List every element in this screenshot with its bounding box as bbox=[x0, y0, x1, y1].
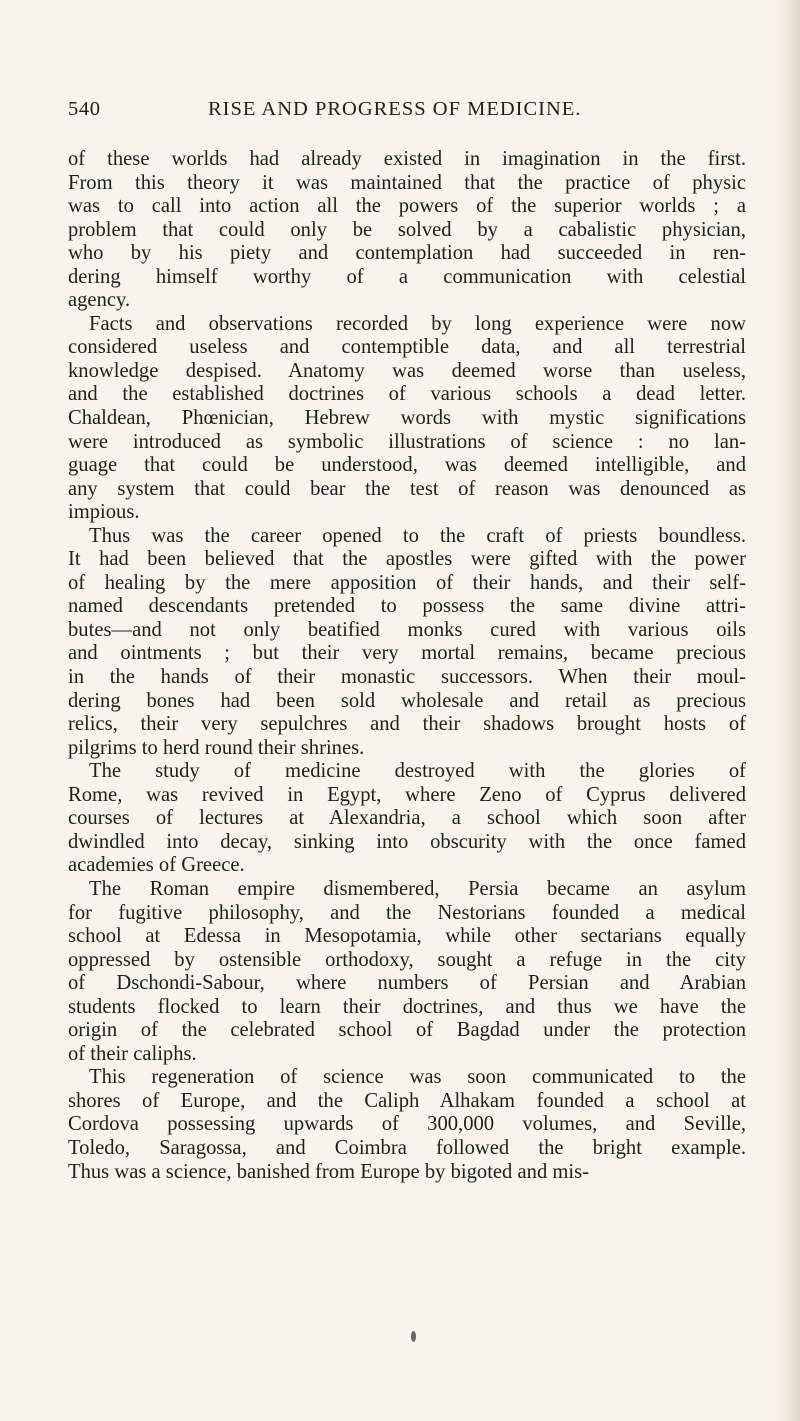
text-line: Thus was a science, banished from Europe by bigoted and mis- bbox=[68, 1160, 589, 1183]
text-line: oppressed by ostensible orthodoxy, sought a refuge in the city bbox=[68, 948, 746, 971]
text-line: was to call into action all the powers of the superior worlds ; a bbox=[68, 195, 746, 218]
text-line: This regeneration of science was soon communicated to the bbox=[89, 1066, 746, 1089]
text-line: dering bones had been sold wholesale and retail as precious bbox=[68, 689, 746, 712]
text-line: of Dschondi-Sabour, where numbers of Persian and Arabian bbox=[68, 972, 746, 995]
text-line: Cordova possessing upwards of 300,000 volumes, and Seville, bbox=[68, 1113, 746, 1136]
paragraph-2 bbox=[68, 313, 746, 525]
text-line: of these worlds had already existed in imagination in the first. bbox=[68, 148, 746, 170]
text-line: who by his piety and contemplation had succeeded in ren- bbox=[68, 242, 746, 265]
running-head: RISE AND PROGRESS OF MEDICINE. bbox=[208, 98, 582, 120]
text-line: agency. bbox=[68, 289, 131, 312]
text-line: students flocked to learn their doctrines, and thus we have the bbox=[68, 995, 746, 1018]
text-line: shores of Europe, and the Caliph Alhakam founded a school at bbox=[68, 1089, 746, 1112]
text-line: named descendants pretended to possess the same divine attri- bbox=[68, 595, 746, 618]
page-gutter-shadow bbox=[774, 0, 800, 1421]
text-line: knowledge despised. Anatomy was deemed worse than useless, bbox=[68, 359, 746, 382]
paragraph-1 bbox=[68, 148, 746, 313]
text-line: of their caliphs. bbox=[68, 1042, 197, 1065]
ink-mark bbox=[411, 1331, 416, 1342]
text-line: of healing by the mere apposition of their hands, and their self- bbox=[68, 571, 746, 594]
text-line: impious. bbox=[68, 501, 140, 524]
text-line: dwindled into decay, sinking into obscurity with the once famed bbox=[68, 830, 746, 853]
text-line: guage that could be understood, was deemed intelligible, and bbox=[68, 454, 746, 477]
text-line: The study of medicine destroyed with the glories of bbox=[89, 760, 746, 783]
text-line: Toledo, Saragossa, and Coimbra followed the bright example. bbox=[68, 1136, 746, 1159]
text-line: courses of lectures at Alexandria, a school which soon after bbox=[68, 807, 746, 830]
text-line: academies of Greece. bbox=[68, 854, 245, 877]
text-line: pilgrims to herd round their shrines. bbox=[68, 736, 365, 759]
text-line: and the established doctrines of various schools a dead letter. bbox=[68, 383, 746, 406]
text-line: considered useless and contemptible data, and all terrestrial bbox=[68, 336, 746, 359]
text-line: Thus was the career opened to the craft of priests boundless. bbox=[89, 524, 746, 547]
page-number: 540 bbox=[68, 98, 101, 120]
text-line: any system that could bear the test of reason was denounced as bbox=[68, 477, 746, 500]
paragraph-6 bbox=[68, 1066, 746, 1184]
text-line: dering himself worthy of a communication with celestial bbox=[68, 265, 746, 288]
text-line: origin of the celebrated school of Bagdad under the protection bbox=[68, 1019, 746, 1042]
body-text bbox=[68, 148, 746, 1184]
page-header bbox=[68, 98, 744, 128]
text-line: Facts and observations recorded by long experience were now bbox=[89, 312, 746, 335]
paragraph-5 bbox=[68, 878, 746, 1066]
text-line: relics, their very sepulchres and their shadows brought hosts of bbox=[68, 713, 746, 736]
text-line: school at Edessa in Mesopotamia, while other sectarians equally bbox=[68, 925, 746, 948]
text-line: for fugitive philosophy, and the Nestorians founded a medical bbox=[68, 901, 746, 924]
text-line: It had been believed that the apostles were gifted with the power bbox=[68, 548, 746, 571]
text-line: and ointments ; but their very mortal remains, became precious bbox=[68, 642, 746, 665]
text-line: butes—and not only beatified monks cured with various oils bbox=[68, 618, 746, 641]
text-line: Chaldean, Phœnician, Hebrew words with mystic significations bbox=[68, 407, 746, 430]
text-line: Rome, was revived in Egypt, where Zeno of Cyprus delivered bbox=[68, 783, 746, 806]
paragraph-3 bbox=[68, 525, 746, 760]
text-line: in the hands of their monastic successors. When their moul- bbox=[68, 666, 746, 689]
text-line: problem that could only be solved by a cabalistic physician, bbox=[68, 218, 746, 241]
text-line: were introduced as symbolic illustrations of science : no lan- bbox=[68, 430, 746, 453]
paragraph-4 bbox=[68, 760, 746, 878]
text-line: From this theory it was maintained that the practice of physic bbox=[68, 171, 746, 194]
text-line: The Roman empire dismembered, Persia became an asylum bbox=[89, 877, 746, 900]
